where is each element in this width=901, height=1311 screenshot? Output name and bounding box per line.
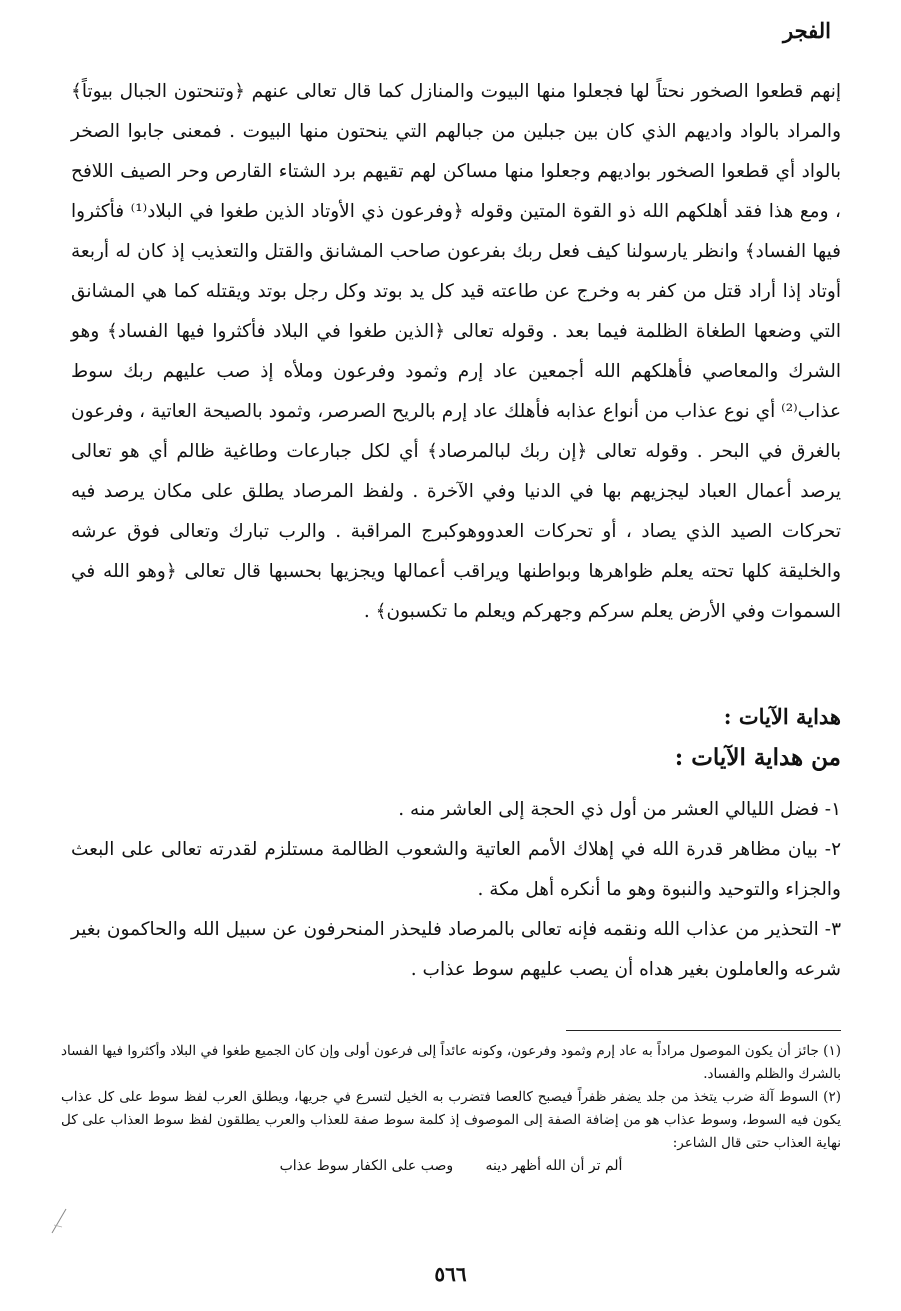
page-header-title: الفجر xyxy=(783,18,831,43)
lesson-item-3: ٣- التحذير من عذاب الله ونقمه فإنه تعالى بالمرصاد فليحذر المنحرفون عن سبيل الله والحاكمون بغير شرعه والعاملون بغير هداه أن يصب عليهم سوط عذاب . xyxy=(71,919,841,980)
section-subheading: من هداية الآيات : xyxy=(674,744,841,771)
lessons-list xyxy=(71,790,841,990)
page-number: ٥٦٦ xyxy=(434,1262,467,1286)
lesson-item-2: ٢- بيان مظاهر قدرة الله في إهلاك الأمم العاتية والشعوب الظالمة مستلزم لقدرته تعالى على البعث والجزاء والتوحيد والنبوة وهو ما أنكره أهل مكة . xyxy=(71,839,841,900)
verse-first-hemistich: ألم تر أن الله أظهر دينه xyxy=(485,1158,623,1174)
verse-second-hemistich: وصب على الكفار سوط عذاب xyxy=(279,1158,454,1174)
section-heading: هداية الآيات : xyxy=(723,704,841,729)
commentary-paragraph: إنهم قطعوا الصخور نحتاً لها فجعلوا منها البيوت والمنازل كما قال تعالى عنهم ﴿وتنحتون الجبال بيوتاً﴾ والمراد بالواد واديهم الذي كان بين جبلين من جبالهم التي ينحتون منها البيوت . فمعنى جابوا الصخر بالواد أي قطعوا الصخور بواديهم وجعلوا منها مساكن لهم تقيهم برد الشتاء القارص وحر الصيف اللافح ، ومع هذا فقد أهلكهم الله ذو القوة المتين وقوله ﴿وفرعون ذي الأوتاد الذين طغوا في البلاد⁽¹⁾ فأكثروا فيها الفساد﴾ وانظر يارسولنا كيف فعل ربك بفرعون صاحب المشانق والقتل والتعذيب إذ كان له أربعة أوتاد إذا أراد قتل من كفر به وخرج عن طاعته قيد كل يد بوتد وكل رجل بوتد ويقتله كما هي المشانق التي وضعها الطغاة الظلمة فيما بعد . وقوله تعالى ﴿الذين طغوا في البلاد فأكثروا فيها الفساد﴾ وهو الشرك والمعاصي فأهلكهم الله أجمعين عاد إرم وثمود وفرعون وملأه إذ صب عليهم ربك سوط عذاب⁽²⁾ أي نوع عذاب من أنواع عذابه فأهلك عاد إرم بالريح الصرصر، وثمود بالصيحة العاتية ، وفرعون بالغرق في البحر . وقوله تعالى ﴿إن ربك لبالمرصاد﴾ أي لكل جبارعات وطاغية ظالم أي هو تعالى يرصد أعمال العباد ليجزيهم بها في الدنيا وفي الآخرة . ولفظ المرصاد يطلق على مكان يرصد فيه تحركات الصيد الذي يصاد ، أو تحركات العدووهوكبرج المراقبة . والرب تبارك وتعالى فوق عرشه والخليقة كلها تحته يعلم ظواهرها وبواطنها ويراقب أعمالها ويجزيها بحسبها قال تعالى ﴿وهو الله في السموات وفي الأرض يعلم سركم وجهركم ويعلم ما تكسبون﴾ . xyxy=(71,81,842,622)
footnotes xyxy=(61,1040,841,1178)
footnote-divider xyxy=(566,1030,841,1031)
footnote-1: (١) جائز أن يكون الموصول مراداً به عاد إرم وثمود وفرعون، وكونه عائداً إلى فرعون أولى وإن كان الجميع طغوا في البلاد وأكثروا فيها الفساد بالشرك والظلم والفساد. xyxy=(61,1043,841,1082)
commentary-text xyxy=(71,72,841,632)
footnote-2: (٢) السوط آلة ضرب يتخذ من جلد يضفر ظفراً فيصبح كالعصا فتضرب به الخيل لتسرع في جريها، ويطلق العرب لفظ سوط على كل عذاب يكون فيه السوط، وسوط عذاب هو من إضافة الصفة إلى الموصوف إذ كلمة سوط صفة للعذاب والعرب يطلقون لفظ سوط العذاب على كل نهاية العذاب حتى قال الشاعر: xyxy=(61,1089,841,1151)
pen-mark-icon xyxy=(50,1205,70,1235)
lesson-item-1: ١- فضل الليالي العشر من أول ذي الحجة إلى العاشر منه . xyxy=(398,799,841,820)
poetry-verse xyxy=(61,1155,841,1178)
